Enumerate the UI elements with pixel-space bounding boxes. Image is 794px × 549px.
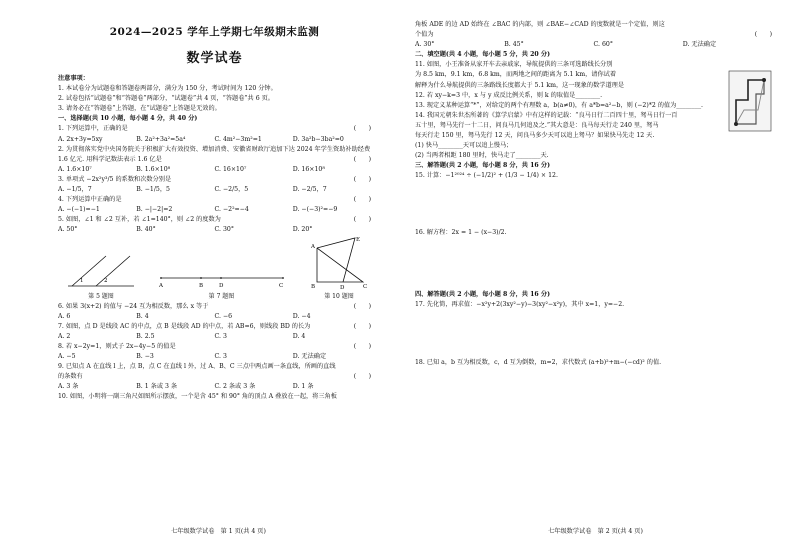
question-8: ( ) 8. 若 x−2y=1，则式子 2x−4y−5 的值是 (58, 342, 371, 350)
figure-7-label-d: D (218, 282, 223, 289)
route-map-image (728, 70, 772, 132)
question-16: 16. 解方程：2x = 1 − (x−3)/2. (415, 228, 507, 236)
question-11-line-1: 11. 如图，小王准备从家开车去亲戚家，导航提供的三条可选路线长分别 (415, 61, 613, 69)
question-15: 15. 计算：−1²⁰²⁴ ÷ (−1/2)² + (1/3 − 1/4) × 12. (415, 172, 558, 180)
figure-7-diagram (157, 270, 287, 290)
question-2-options: A. 1.6×10⁷ B. 1.6×10⁸ C. 16×10⁷ D. 16×10⁸ (58, 165, 325, 173)
question-11-line-2: 为 8.5 km，9.1 km，6.8 km，而两地之间的距离为 5.1 km，请你试着 (415, 71, 617, 79)
question-1: ( ) 1. 下列运算中，正确的是 (58, 125, 371, 133)
figure-10 (307, 234, 371, 300)
figure-7-label-a: A (158, 282, 163, 289)
left-page-footer: 七年级数学试卷 第 1 页(共 4 页) (171, 528, 266, 535)
question-2-line-1: 2. 为贯彻落实党中央国务院关于积极扩大有效投资、增加消费、安徽省财政厅追加下达 2024 年学生资助补助经费 (58, 145, 371, 153)
figure-10-label-e: E (356, 236, 361, 243)
figure-7-label-b: B (198, 282, 203, 289)
question-7: ( ) 7. 如图，点 D 是线段 AC 的中点，点 B 是线段 AD 的中点，若 AB=6，则线段 BD 的长为 (58, 322, 371, 330)
question-12: 12. 若 xy−k=3 中，x 与 y 成反比例关系，则 k 的取值是________. (415, 91, 603, 99)
question-18: 18. 已知 a，b 互为相反数，c，d 互为倒数，m=2，求代数式 (a+b)²+m−(−cd)² 的值. (415, 358, 662, 366)
question-10: 10. 如图，小明将一副三角尺如图所示摆放，一个是含 45° 和 90° 角的顶点 A 叠放在一起，将三角板 (58, 393, 337, 401)
question-11-line-3: 解释为什么导航提供的三条路线长度都大于 5.1 km，这一现象的数学道理是 (415, 81, 625, 89)
note-3: 3. 请务必在“答题卷”上答题，在“试题卷”上答题是无效的。 (58, 105, 221, 113)
question-15-answer-space (415, 182, 772, 228)
question-17: 17. 先化简，再求值：−x²y+2(3xy²−y)−3(xy²−x²y)，其中 x=1，y=−2. (415, 300, 625, 308)
question-14-sub-2: (2) 当两者相距 180 里时，快马走了________天. (415, 152, 549, 160)
question-11-map-figure (728, 70, 772, 132)
section-3-header: 三、解答题(共 2 小题，每小题 8 分，共 16 分) (415, 162, 551, 170)
figure-7 (157, 270, 287, 300)
note-1: 1. 本试卷分为试题卷和答题卷两部分，满分为 150 分，考试时间为 120 分钟。 (58, 85, 277, 93)
question-6-options: A. 6 B. 4 C. −6 D. −4 (58, 312, 311, 320)
question-5: ( ) 5. 如图，∠1 和 ∠2 互补，若 ∠1=140°，则 ∠2 的度数为 (58, 216, 371, 224)
section-1-header: 一、选择题(共 10 小题，每小题 4 分，共 40 分) (58, 115, 198, 123)
question-2-line-2: ( ) 1.6 亿元. 用科学记数法表示 1.6 亿是 (58, 155, 371, 163)
question-7-options: A. 2 B. 2.5 C. 3 D. 4 (58, 332, 306, 340)
question-17-answer-space (415, 310, 772, 358)
question-16-answer-space (415, 238, 772, 290)
question-6: ( ) 6. 如果 3(x+2) 的值与 −24 互为相反数，那么 x 等于 (58, 302, 371, 310)
question-9-line-2: ( ) 的条数有 (58, 373, 371, 381)
figure-5-label-1: 1 (80, 277, 84, 284)
question-5-options: A. 50° B. 40° C. 30° D. 20° (58, 226, 313, 234)
question-9-options: A. 3 条 B. 1 条或 3 条 C. 2 条或 3 条 D. 1 条 (58, 383, 314, 391)
question-9-line-1: 9. 已知点 A 在直线 l 上，点 B，点 C 在直线 l 外，过 A、B、C 三点中两点画一条直线，所画的直线 (58, 363, 336, 371)
question-1-options: A. 2x+3y=5xy B. 2a²+3a²=5a⁴ C. 4m²−3m²=1 D. 3a²b−3ba²=0 (58, 135, 344, 143)
question-8-options: A. −5 B. −3 C. 3 D. 无法确定 (58, 352, 327, 360)
question-4-options: A. −(−1)=−1 B. −|−2|=2 C. −2²=−4 D. −(−3)²=−9 (58, 206, 338, 214)
question-13: 13. 现定义某种运算“*”，对给定的两个有理数 a，b(a≠0)，有 a*b=a²−b，则 (−2)*2 的值为________. (415, 101, 704, 109)
question-10-continued-line-2: ( ) 个值为 (415, 31, 772, 39)
question-10-continued-line-1: 角板 ADE 的边 AD 始终在 ∠BAC 的内部，则 ∠BAE−∠CAD 的度数就是一个定值，则这 (415, 21, 665, 28)
right-page (397, 0, 794, 549)
figure-5-diagram (66, 246, 136, 290)
question-14-sub-1: (1) 快马________天可以追上慢马； (415, 142, 513, 150)
figure-7-caption: 第 7 题图 (208, 292, 235, 300)
figure-10-caption: 第 10 题图 (324, 292, 354, 300)
note-2: 2. 试卷包括“试题卷”和“答题卷”两部分，“试题卷”共 4 页，“答题卷”共 6 页。 (58, 95, 274, 103)
question-14-line-1: 14. 我国元朝朱世杰所著的《算学启蒙》中有这样的记载：“良马日行二百四十里，驽马日行一百 (415, 111, 678, 119)
figure-5-caption: 第 5 题图 (88, 292, 114, 300)
section-4-header: 四、解答题(共 2 小题，每小题 8 分，共 16 分) (415, 290, 551, 298)
question-10-options: A. 30° B. 45° C. 60° D. 无法确定 (415, 41, 717, 49)
figure-10-diagram (307, 234, 371, 290)
right-page-footer: 七年级数学试卷 第 2 页(共 4 页) (548, 528, 643, 535)
figure-10-label-a: A (311, 243, 315, 250)
figure-5 (66, 246, 136, 300)
figures-row (66, 238, 371, 300)
question-3-options: A. −1/5，7 B. −1/5，5 C. −2/5，5 D. −2/5，7 (58, 186, 327, 194)
question-14-line-2: 五十里，驽马先行一十二日，问良马几何追及之.”其大意是：良马每天行走 240 里，驽马 (415, 121, 659, 129)
figure-10-label-c: C (363, 283, 368, 290)
notes-header: 注意事项： (58, 75, 89, 82)
section-2-header: 二、填空题(共 4 小题，每小题 5 分，共 20 分) (415, 51, 551, 59)
exam-title: 2024—2025 学年上学期七年级期末监测 (109, 26, 320, 38)
question-14-line-3: 每天行走 150 里，驽马先行 12 天，问良马多少天可以追上驽马？如果快马先走 12 天. (415, 132, 655, 140)
exam-subtitle: 数学试卷 (186, 51, 243, 66)
figure-7-label-c: C (278, 282, 283, 289)
figure-10-label-d: D (340, 284, 345, 290)
question-3: ( ) 3. 单项式 −2x²y³/5 的系数和次数分别是 (58, 175, 371, 183)
figure-5-label-2: 2 (104, 277, 108, 284)
question-4: ( ) 4. 下列运算中正确的是 (58, 196, 371, 204)
figure-10-label-b: B (311, 283, 316, 290)
